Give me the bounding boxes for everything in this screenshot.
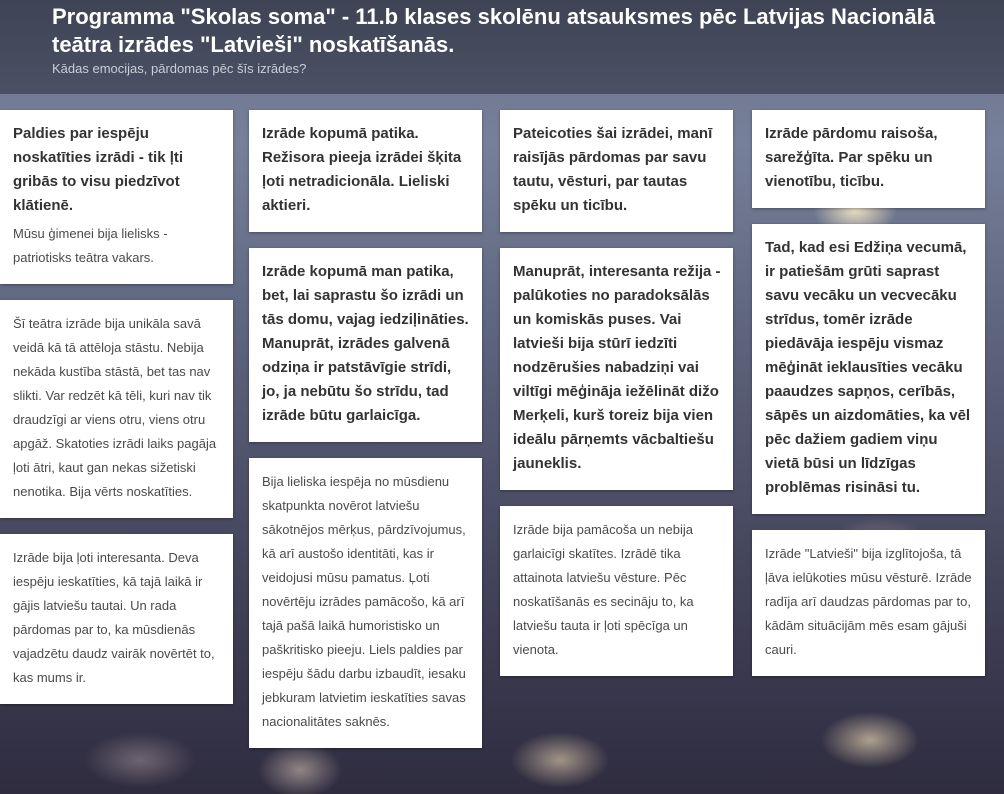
- board-title: Programma "Skolas soma" - 11.b klases skolēnu atsauksmes pēc Latvijas Nacionālā teātra izrādes "Latvieši" noskatīšanās.: [52, 4, 935, 57]
- post-body: Mūsu ģimenei bija lielisks - patriotisks teātra vakars.: [13, 226, 168, 265]
- post-card[interactable]: [500, 506, 733, 676]
- post-title: Manuprāt, interesanta režija - palūkoties no paradoksālās un komiskās puses. Vai latvieši bija stūrī iedzīti nodzērušies nabadziņi vai viltīgi mēģināja iežēlināt dižo Merķeli, kurš toreiz bija vien ideālu pārņemts vācbaltiešu jauneklis.: [513, 263, 721, 472]
- post-title: Izrāde kopumā patika. Režisora pieeja izrādei šķita ļoti netradicionāla. Lieliski aktieri.: [262, 125, 462, 214]
- post-column: [500, 110, 733, 676]
- post-card[interactable]: [752, 224, 985, 514]
- post-card[interactable]: [0, 300, 233, 518]
- post-card[interactable]: [752, 530, 985, 676]
- post-title: Izrāde pārdomu raisoša, sarežģīta. Par spēku un vienotību, ticību.: [765, 125, 938, 190]
- board-subtitle: Kādas emocijas, pārdomas pēc šīs izrādes?: [52, 61, 307, 76]
- post-title: Izrāde kopumā man patika, bet, lai saprastu šo izrādi un tās domu, vajag iedziļināties. Manuprāt, izrādes galvenā odziņa ir patstāvīgie strīdi, jo, ja nebūtu šo strīdu, tad izrāde būtu garlaicīga.: [262, 263, 469, 424]
- post-card[interactable]: [249, 110, 482, 232]
- post-body: Izrāde bija ļoti interesanta. Deva iespēju ieskatīties, kā tajā laikā ir gājis latviešu tautai. Un rada pārdomas par to, ka mūsdienās vajadzētu daudz vairāk novērtēt to, kas mums ir.: [13, 550, 215, 685]
- post-card[interactable]: [500, 248, 733, 490]
- post-column: [249, 110, 482, 748]
- post-column: [752, 110, 985, 676]
- post-card[interactable]: [249, 458, 482, 748]
- post-card[interactable]: [0, 534, 233, 704]
- post-card[interactable]: [0, 110, 233, 284]
- post-column: [0, 110, 233, 704]
- post-title: Paldies par iespēju noskatīties izrādi - tik ļti gribās to visu piedzīvot klātienē.: [13, 125, 184, 214]
- post-body: Izrāde bija pamācoša un nebija garlaicīgi skatītes. Izrādē tika attainota latviešu vēsture. Pēc noskatīšanās es secināju to, ka latviešu tauta ir ļoti spēcīga un vienota.: [513, 522, 694, 657]
- post-title: Tad, kad esi Edžiņa vecumā, ir patiešām grūti saprast savu vecāku un vecvecāku strīdus, tomēr izrāde piedāvāja iespēju vismaz mēģināt ieklausīties vecāku paaudzes sapņos, cerībās, sāpēs un aizdomāties, ka vēl pēc dažiem gadiem viņu vietā būsi un līdzīgas problēmas risināsi tu.: [765, 239, 971, 496]
- post-title: Pateicoties šai izrādei, manī raisījās pārdomas par savu tautu, vēsturi, par tautas spēku un ticību.: [513, 125, 713, 214]
- post-body: Izrāde "Latvieši" bija izglītojoša, tā ļāva ielūkoties mūsu vēsturē. Izrāde radīja arī daudzas pārdomas par to, kādām situācijām mēs esam gājuši cauri.: [765, 546, 972, 657]
- post-card[interactable]: [500, 110, 733, 232]
- post-card[interactable]: [752, 110, 985, 208]
- post-body: Bija lieliska iespēja no mūsdienu skatpunkta novērot latviešu sākotnējos mērķus, pārdzīvojumus, kā arī austošo identitāti, kas ir veidojusi mūsu pamatus. Ļoti novērtēju izrādes pamācošo, kā arī tajā pašā laikā humoristisko un paškritisko pieeju. Liels paldies par iespēju šādu darbu izbaudīt, iesaku jebkuram latvietim ieskatīties savas nacionalitātes saknēs.: [262, 474, 466, 729]
- post-card[interactable]: [249, 248, 482, 442]
- post-body: Šī teātra izrāde bija unikāla savā veidā kā tā attēloja stāstu. Nebija nekāda kustība stāstā, bet tas nav slikti. Var redzēt kā tēli, kuri nav tik draudzīgi ar viens otru, viens otru apgāž. Skatoties izrādi laiks pagāja ļoti ātri, kaut gan nekas sižetiski nenotika. Bija vērts noskatīties.: [13, 316, 217, 499]
- board-header: [0, 0, 1004, 94]
